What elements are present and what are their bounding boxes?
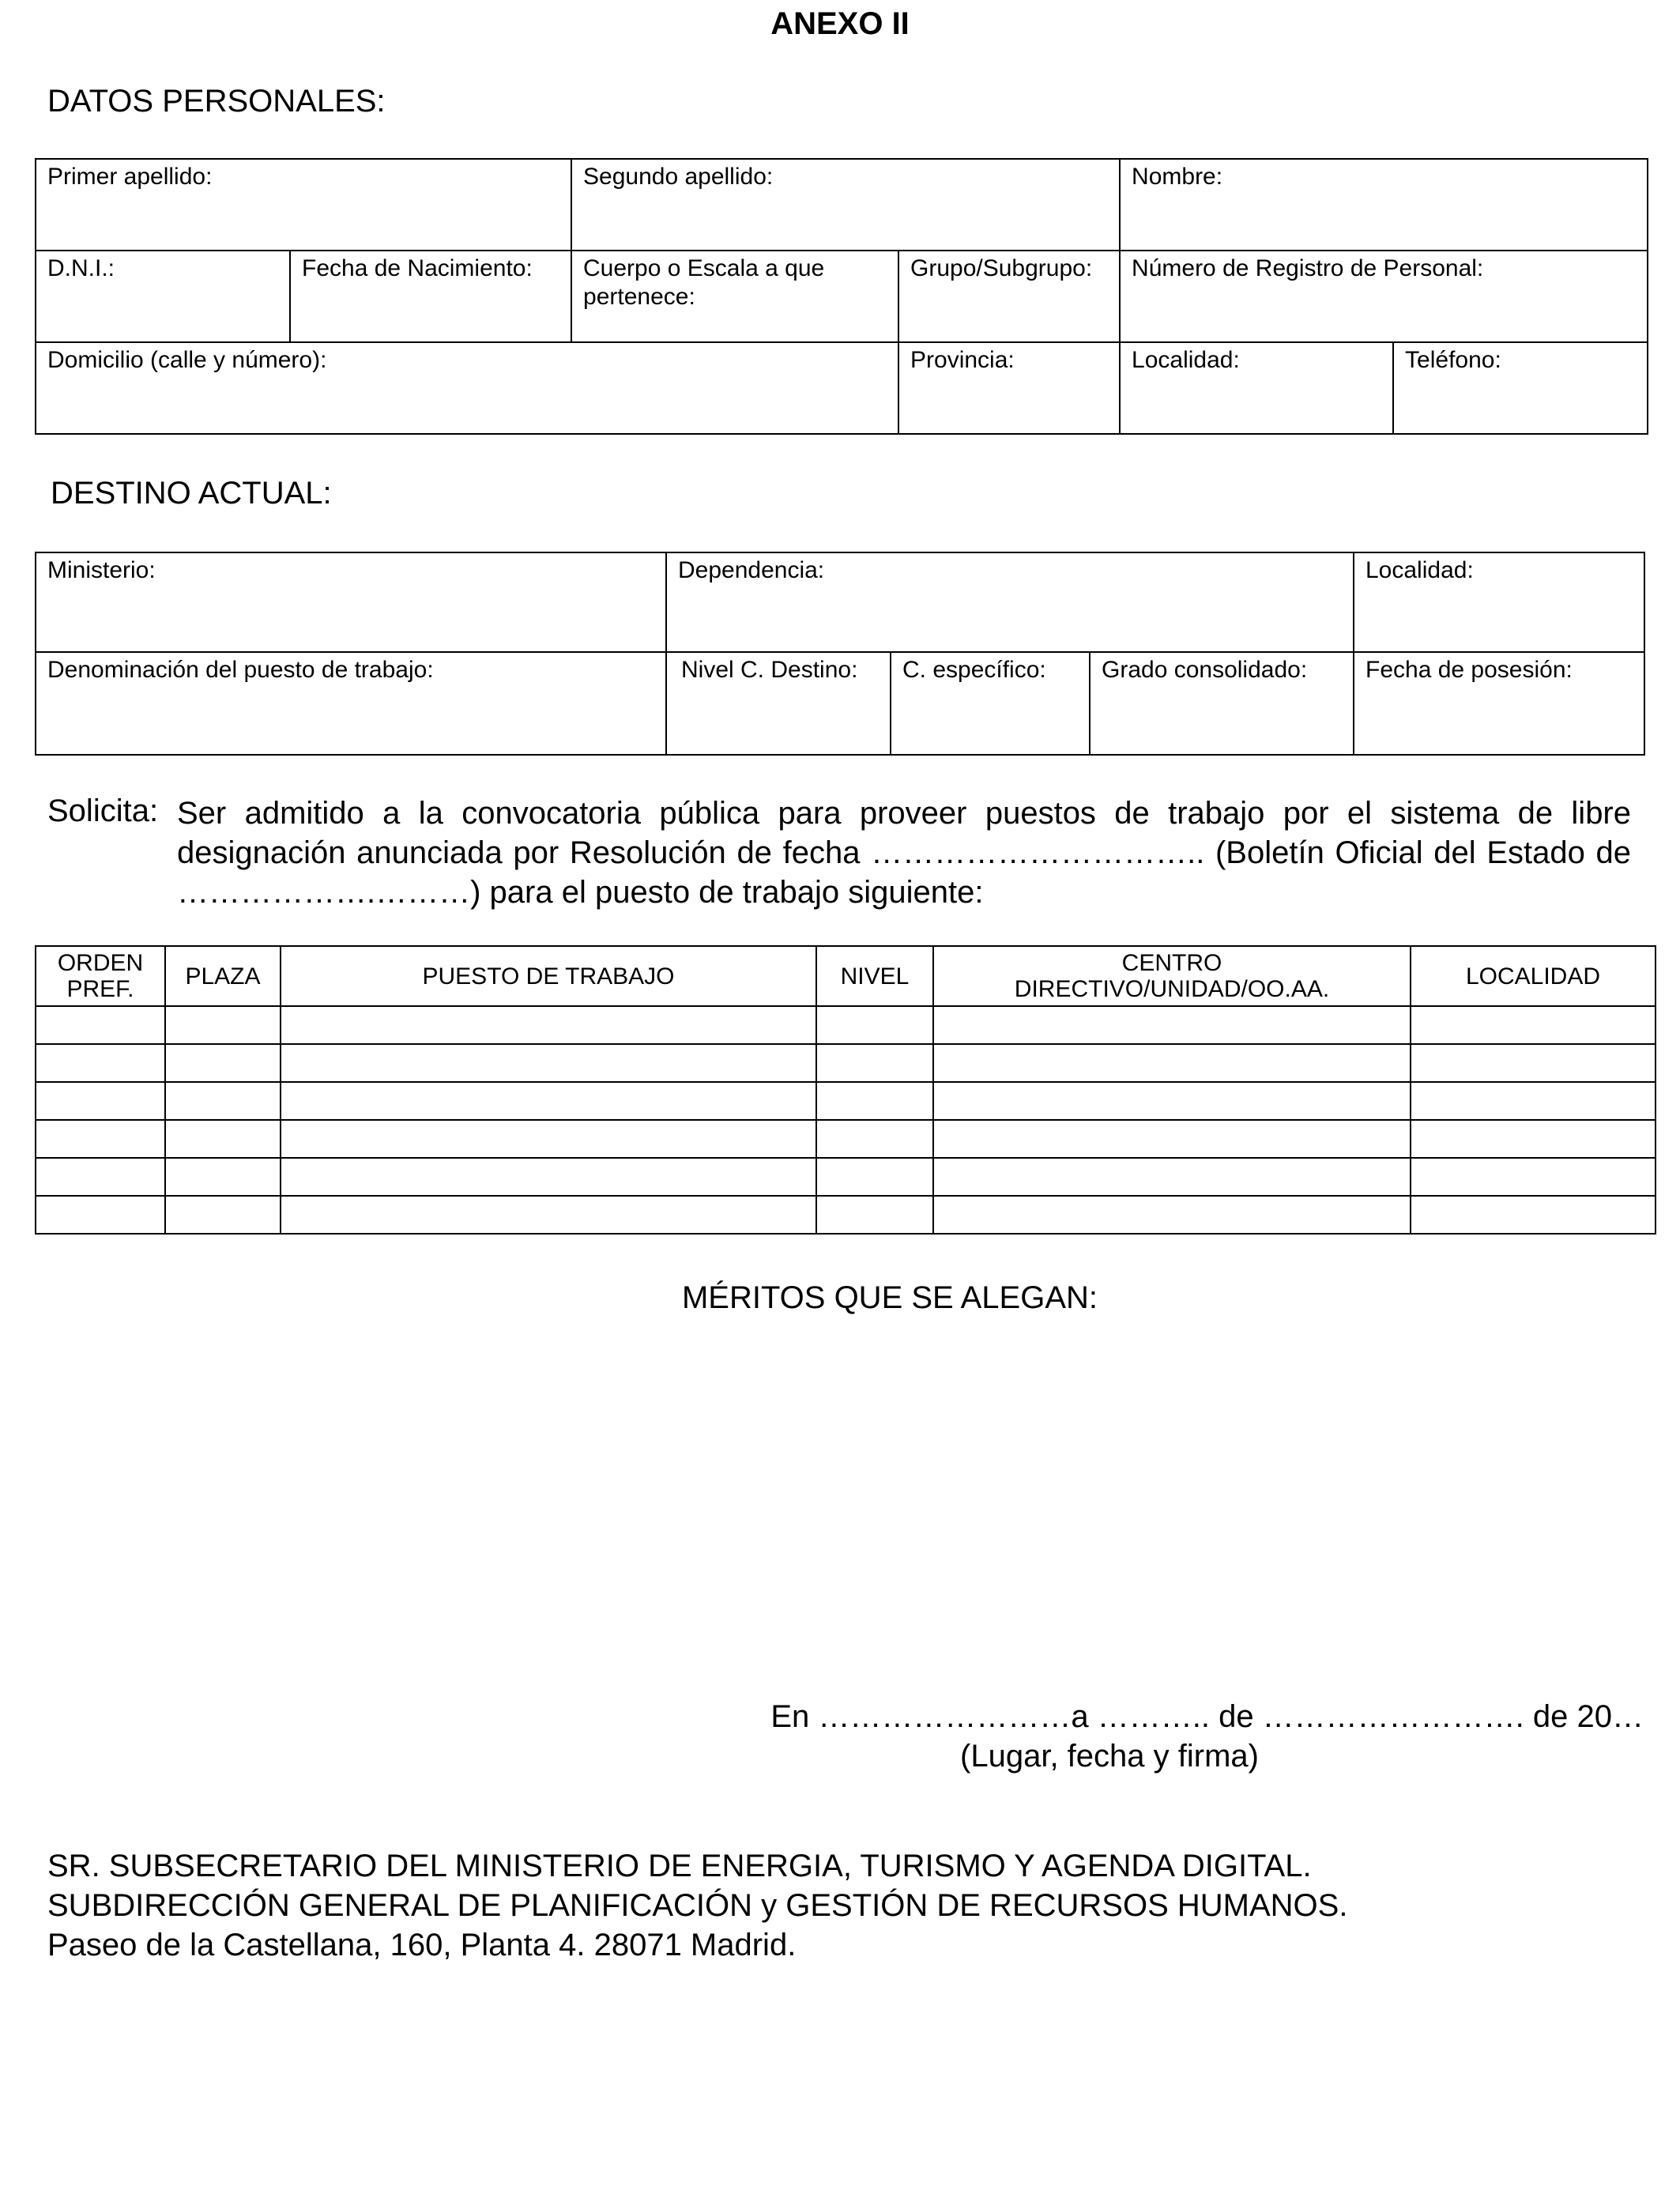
table-cell[interactable] <box>281 1196 816 1234</box>
table-cell[interactable] <box>1411 1006 1656 1044</box>
table-cell[interactable] <box>1411 1082 1656 1120</box>
table-cell[interactable] <box>165 1120 281 1158</box>
table-row <box>36 1006 1656 1044</box>
table-cell[interactable] <box>816 1158 933 1196</box>
table-row <box>36 1158 1656 1196</box>
table-cell[interactable] <box>1411 1196 1656 1234</box>
domicilio-field[interactable]: Domicilio (calle y número): <box>36 342 898 434</box>
table-cell[interactable] <box>281 1120 816 1158</box>
denominacion-puesto-field[interactable]: Denominación del puesto de trabajo: <box>36 652 666 755</box>
nombre-field[interactable]: Nombre: <box>1120 159 1648 251</box>
fecha-posesion-field[interactable]: Fecha de posesión: <box>1354 652 1644 755</box>
centro-directivo-header: CENTRO DIRECTIVO/UNIDAD/OO.AA. <box>933 946 1411 1006</box>
nivel-destino-field[interactable]: Nivel C. Destino: <box>666 652 891 755</box>
table-cell[interactable] <box>165 1044 281 1082</box>
table-cell[interactable] <box>1411 1044 1656 1082</box>
table-cell[interactable] <box>165 1196 281 1234</box>
destinatario-line-1: SR. SUBSECRETARIO DEL MINISTERIO DE ENERGIA, TURISMO Y AGENDA DIGITAL. <box>47 1849 1312 1883</box>
solicita-label: Solicita: <box>47 794 159 828</box>
complemento-especifico-field[interactable]: C. específico: <box>891 652 1090 755</box>
lugar-fecha-caption: (Lugar, fecha y firma) <box>960 1739 1259 1774</box>
table-cell[interactable] <box>36 1196 165 1234</box>
table-cell[interactable] <box>165 1006 281 1044</box>
puestos-header-row <box>36 946 1656 1006</box>
localidad-field[interactable]: Localidad: <box>1120 342 1393 434</box>
table-cell[interactable] <box>165 1082 281 1120</box>
datos-personales-heading: DATOS PERSONALES: <box>47 84 386 119</box>
table-cell[interactable] <box>1411 1120 1656 1158</box>
primer-apellido-field[interactable]: Primer apellido: <box>36 159 571 251</box>
meritos-heading: MÉRITOS QUE SE ALEGAN: <box>681 1280 1098 1315</box>
cuerpo-escala-field[interactable]: Cuerpo o Escala a que pertenece: <box>571 251 898 342</box>
table-row <box>36 1196 1656 1234</box>
plaza-header: PLAZA <box>165 946 281 1006</box>
telefono-field[interactable]: Teléfono: <box>1393 342 1648 434</box>
lugar-fecha-line: En ……………………a ……….. de ……………………. de 20… <box>770 1699 1644 1734</box>
table-cell[interactable] <box>933 1196 1411 1234</box>
table-cell[interactable] <box>816 1120 933 1158</box>
grupo-subgrupo-field[interactable]: Grupo/Subgrupo: <box>898 251 1120 342</box>
dni-field[interactable]: D.N.I.: <box>36 251 290 342</box>
table-cell[interactable] <box>36 1044 165 1082</box>
datos-personales-table <box>35 158 1648 435</box>
destinatario-line-2: SUBDIRECCIÓN GENERAL DE PLANIFICACIÓN y GESTIÓN DE RECURSOS HUMANOS. <box>47 1888 1348 1923</box>
localidad-header: LOCALIDAD <box>1411 946 1656 1006</box>
puestos-table <box>35 945 1656 1235</box>
dependencia-field[interactable]: Dependencia: <box>666 552 1354 652</box>
table-cell[interactable] <box>165 1158 281 1196</box>
grado-consolidado-field[interactable]: Grado consolidado: <box>1090 652 1354 755</box>
destinatario-line-3: Paseo de la Castellana, 160, Planta 4. 28071 Madrid. <box>47 1928 797 1962</box>
table-cell[interactable] <box>36 1082 165 1120</box>
table-cell[interactable] <box>933 1082 1411 1120</box>
table-cell[interactable] <box>933 1044 1411 1082</box>
puesto-trabajo-header: PUESTO DE TRABAJO <box>281 946 816 1006</box>
table-cell[interactable] <box>281 1044 816 1082</box>
table-cell[interactable] <box>933 1158 1411 1196</box>
table-cell[interactable] <box>281 1158 816 1196</box>
table-cell[interactable] <box>816 1006 933 1044</box>
table-cell[interactable] <box>1411 1158 1656 1196</box>
table-cell[interactable] <box>36 1006 165 1044</box>
table-row <box>36 1082 1656 1120</box>
ministerio-field[interactable]: Ministerio: <box>36 552 666 652</box>
table-cell[interactable] <box>933 1006 1411 1044</box>
fecha-nacimiento-field[interactable]: Fecha de Nacimiento: <box>290 251 571 342</box>
table-row <box>36 1044 1656 1082</box>
table-cell[interactable] <box>36 1120 165 1158</box>
table-cell[interactable] <box>933 1120 1411 1158</box>
segundo-apellido-field[interactable]: Segundo apellido: <box>571 159 1120 251</box>
table-cell[interactable] <box>816 1082 933 1120</box>
table-cell[interactable] <box>281 1006 816 1044</box>
document-title: ANEXO II <box>770 6 910 41</box>
registro-personal-field[interactable]: Número de Registro de Personal: <box>1120 251 1648 342</box>
solicita-text: Ser admitido a la convocatoria pública para proveer puestos de trabajo por el sistema de libre designación anunciada por Resolución de fecha ………………………….. (Boletín Oficial del Estado de ……………….………) para el puesto de trabajo siguiente: <box>177 796 1631 910</box>
table-cell[interactable] <box>281 1082 816 1120</box>
provincia-field[interactable]: Provincia: <box>898 342 1120 434</box>
table-cell[interactable] <box>816 1044 933 1082</box>
destinatario-block <box>47 1846 1347 1965</box>
nivel-header: NIVEL <box>816 946 933 1006</box>
destino-actual-table <box>35 552 1645 756</box>
table-cell[interactable] <box>816 1196 933 1234</box>
table-cell[interactable] <box>36 1158 165 1196</box>
orden-pref-header: ORDEN PREF. <box>36 946 165 1006</box>
destino-localidad-field[interactable]: Localidad: <box>1354 552 1644 652</box>
destino-actual-heading: DESTINO ACTUAL: <box>51 476 332 511</box>
table-row <box>36 1120 1656 1158</box>
